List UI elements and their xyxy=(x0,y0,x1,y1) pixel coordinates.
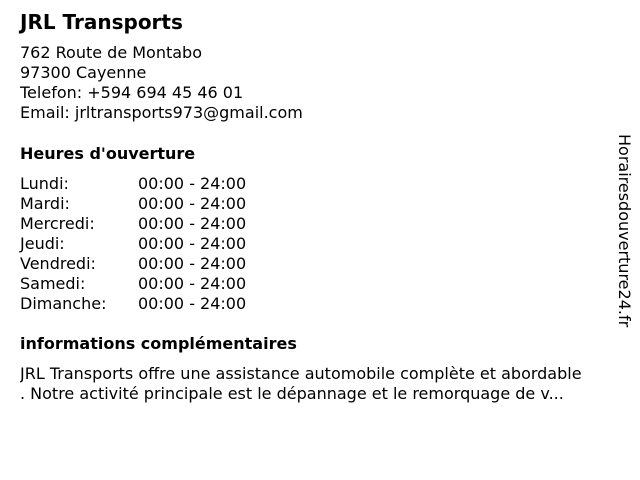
hours-time: 00:00 - 24:00 xyxy=(138,294,247,313)
site-watermark: Horairesdouverture24.fr xyxy=(615,134,634,328)
hours-time: 00:00 - 24:00 xyxy=(138,274,247,293)
hours-row-tuesday xyxy=(20,194,246,214)
hours-row-friday xyxy=(20,254,246,274)
hours-row-thursday xyxy=(20,234,246,254)
additional-info-line: . Notre activité principale est le dépannage et le remorquage de v... xyxy=(20,384,564,403)
hours-row-wednesday xyxy=(20,214,246,234)
hours-day: Mardi: xyxy=(20,194,70,213)
hours-day: Lundi: xyxy=(20,174,69,193)
additional-info-text xyxy=(20,364,632,404)
hours-day: Mercredi: xyxy=(20,214,95,233)
hours-time: 00:00 - 24:00 xyxy=(138,174,247,193)
hours-time: 00:00 - 24:00 xyxy=(138,194,247,213)
hours-day: Vendredi: xyxy=(20,254,96,273)
email-address: Email: jrltransports973@gmail.com xyxy=(20,103,303,122)
hours-day: Dimanche: xyxy=(20,294,107,313)
contact-block xyxy=(20,43,303,123)
hours-row-saturday xyxy=(20,274,246,294)
hours-time: 00:00 - 24:00 xyxy=(138,234,247,253)
opening-hours-table xyxy=(20,174,246,314)
hours-time: 00:00 - 24:00 xyxy=(138,254,247,273)
opening-hours-title: Heures d'ouverture xyxy=(20,144,196,163)
business-name: JRL Transports xyxy=(20,10,183,34)
additional-info-line: JRL Transports offre une assistance automobile complète et abordable xyxy=(20,364,582,383)
phone-number: Telefon: +594 694 45 46 01 xyxy=(20,83,244,102)
hours-day: Samedi: xyxy=(20,274,86,293)
hours-row-sunday xyxy=(20,294,246,314)
additional-info-title: informations complémentaires xyxy=(20,334,297,353)
hours-row-monday xyxy=(20,174,246,194)
hours-day: Jeudi: xyxy=(20,234,65,253)
address-street: 762 Route de Montabo xyxy=(20,43,202,62)
address-city: 97300 Cayenne xyxy=(20,63,147,82)
hours-time: 00:00 - 24:00 xyxy=(138,214,247,233)
